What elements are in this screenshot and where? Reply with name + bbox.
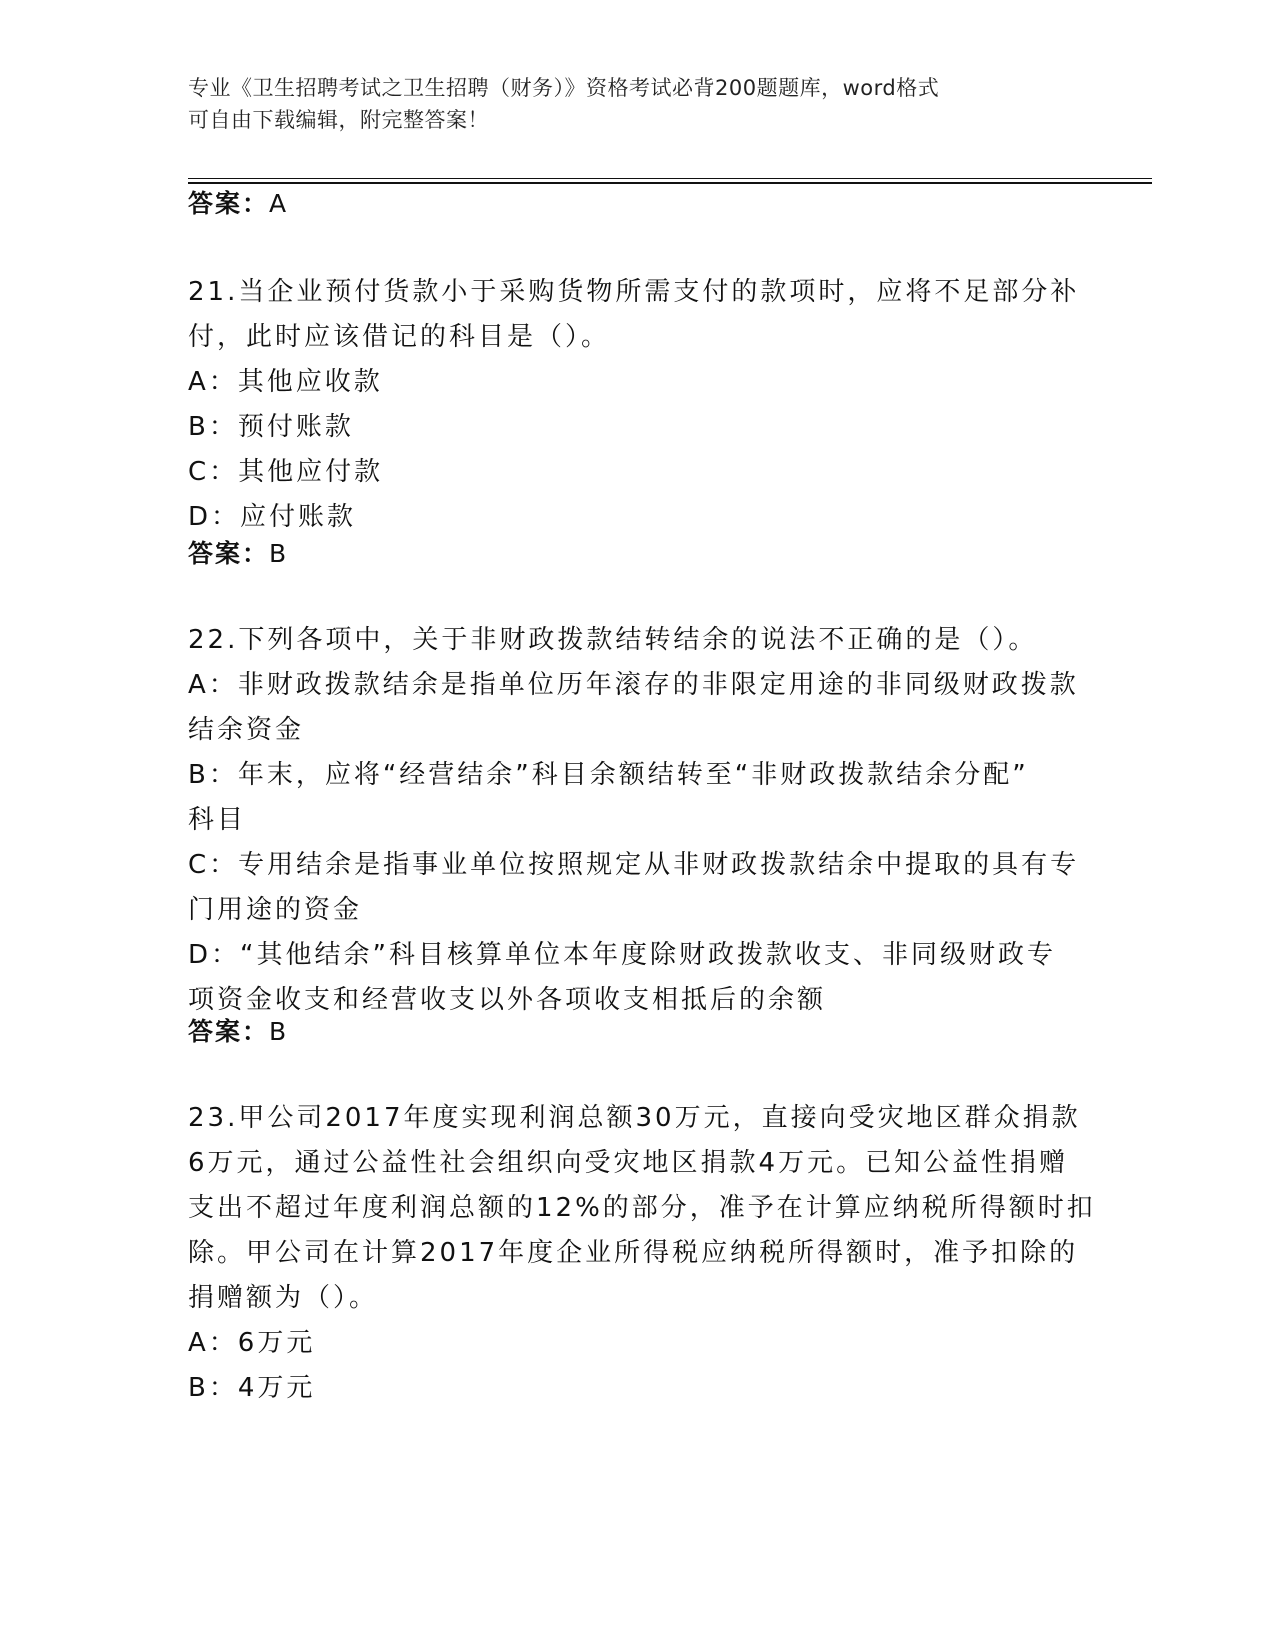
- question-22-option-b-line-2: 科目: [188, 805, 247, 835]
- question-22-option-b-line-1: B：年末，应将“经营结余”科目余额结转至“非财政拨款结余分配”: [188, 760, 1029, 790]
- question-22-answer: [188, 1014, 286, 1050]
- question-21-option-a: A：其他应收款: [188, 367, 383, 397]
- question-21-option-b: B：预付账款: [188, 412, 354, 442]
- question-23-option-a: A：6万元: [188, 1328, 316, 1358]
- question-22-option-c-line-2: 门用途的资金: [188, 895, 363, 925]
- question-21-stem-line-1: 21.当企业预付货款小于采购货物所需支付的款项时，应将不足部分补: [188, 277, 1080, 307]
- answer-label: 答案：: [188, 539, 270, 568]
- question-22-option-d-line-1: D：“其他结余”科目核算单位本年度除财政拨款收支、非同级财政专: [188, 940, 1056, 970]
- answer-label: 答案：: [188, 189, 270, 218]
- question-23-stem-line-3: 支出不超过年度利润总额的12%的部分，准予在计算应纳税所得额时扣: [188, 1193, 1096, 1223]
- prev-answer: [188, 186, 286, 222]
- question-22-option-d-line-2: 项资金收支和经营收支以外各项收支相抵后的余额: [188, 985, 827, 1015]
- question-23-stem-line-5: 捐赠额为（）。: [188, 1283, 379, 1313]
- header-line-1: 专业《卫生招聘考试之卫生招聘（财务）》资格考试必背200题题库，word格式: [188, 76, 940, 100]
- question-21-answer: [188, 536, 286, 572]
- answer-value: B: [269, 539, 287, 568]
- answer-value: A: [269, 189, 287, 218]
- question-22-option-a-line-1: A：非财政拨款结余是指单位历年滚存的非限定用途的非同级财政拨款: [188, 670, 1079, 700]
- question-23-stem-line-1: 23.甲公司2017年度实现利润总额30万元，直接向受灾地区群众捐款: [188, 1103, 1081, 1133]
- answer-value: B: [269, 1017, 287, 1046]
- question-22-option-a-line-2: 结余资金: [188, 715, 305, 745]
- question-21: [188, 270, 1088, 540]
- question-21-option-d: D：应付账款: [188, 502, 357, 532]
- header-line-2: 可自由下载编辑，附完整答案！: [188, 108, 489, 132]
- question-23: [188, 1096, 1096, 1411]
- question-23-stem-line-2: 6万元，通过公益性社会组织向受灾地区捐款4万元。已知公益性捐赠: [188, 1148, 1069, 1178]
- document-header: [188, 72, 1068, 136]
- question-23-option-b: B：4万元: [188, 1373, 316, 1403]
- question-22: [188, 618, 1088, 1023]
- question-23-stem-line-4: 除。甲公司在计算2017年度企业所得税应纳税所得额时，准予扣除的: [188, 1238, 1079, 1268]
- answer-label: 答案：: [188, 1017, 270, 1046]
- question-21-option-c: C：其他应付款: [188, 457, 384, 487]
- question-22-option-c-line-1: C：专用结余是指事业单位按照规定从非财政拨款结余中提取的具有专: [188, 850, 1080, 880]
- question-21-stem-line-2: 付，此时应该借记的科目是（）。: [188, 322, 611, 352]
- header-divider-thin: [188, 178, 1152, 179]
- header-divider-thick: [188, 182, 1152, 184]
- question-22-stem-line-1: 22.下列各项中，关于非财政拨款结转结余的说法不正确的是（）。: [188, 625, 1038, 655]
